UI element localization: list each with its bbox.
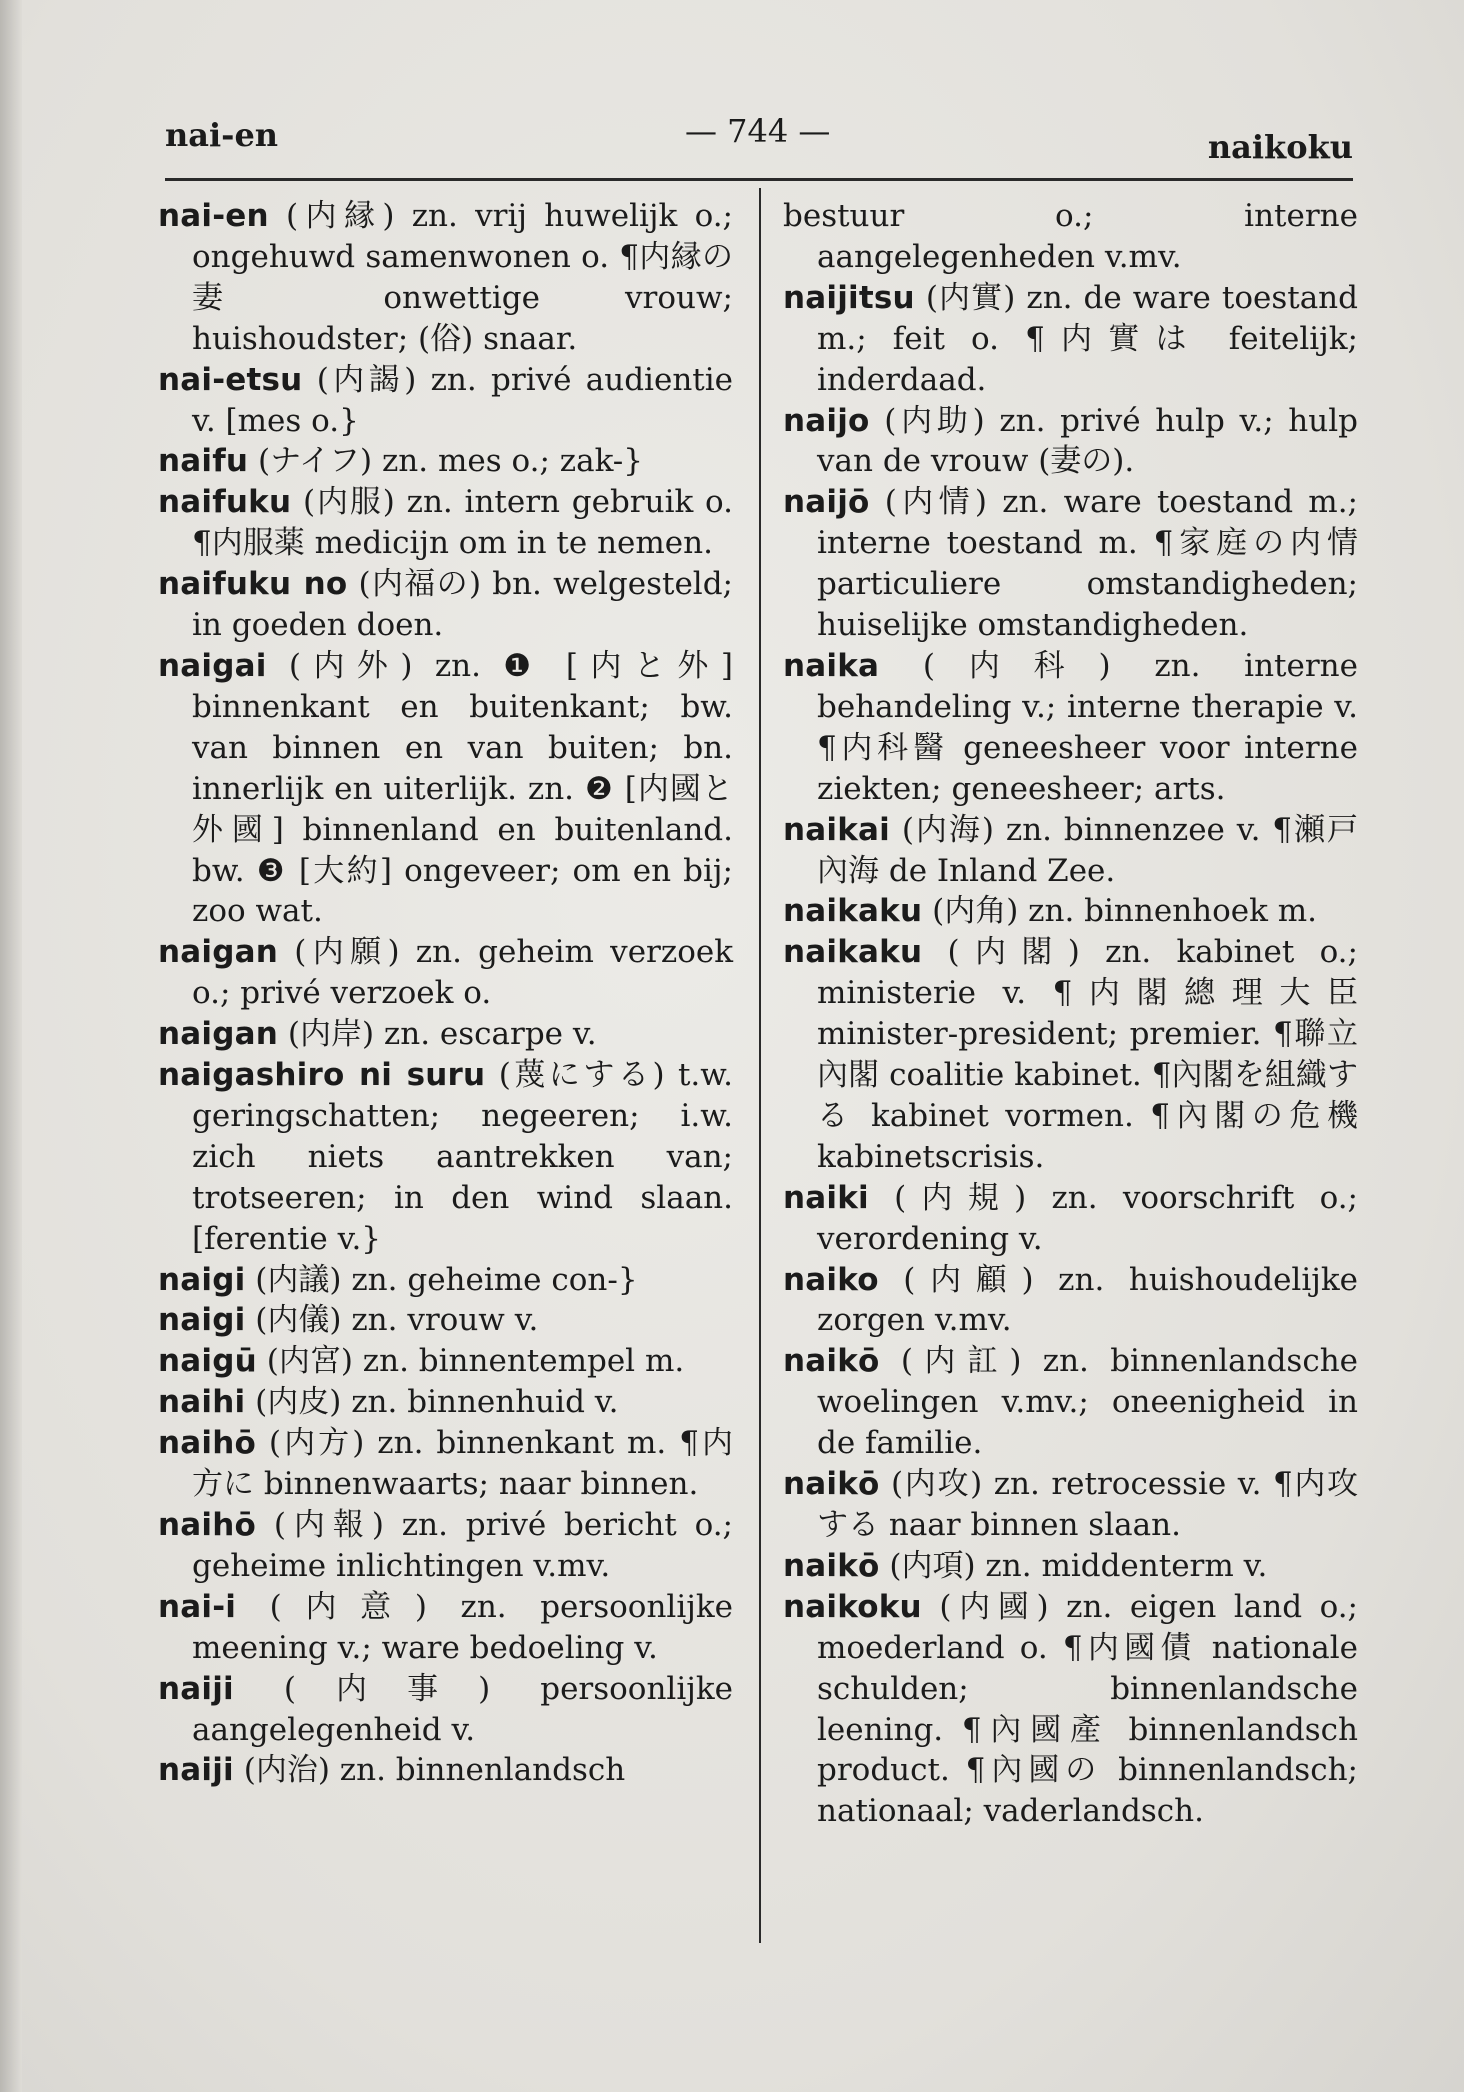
entry bbox=[158, 1423, 733, 1505]
entry bbox=[158, 1587, 733, 1669]
headword: naigai bbox=[158, 647, 267, 684]
definition: bestuur o.; interne aangelegenheden v.mv. bbox=[783, 198, 1358, 275]
headword: naijō bbox=[783, 484, 870, 521]
entry bbox=[783, 1178, 1358, 1260]
headword: naigashiro ni suru bbox=[158, 1057, 486, 1094]
entry bbox=[158, 1341, 733, 1382]
definition: (内福の) bn. welgesteld; in goeden doen. bbox=[192, 566, 733, 644]
definition: (内服) zn. intern gebruik o. ¶内服薬 medicijn om in te nemen. bbox=[192, 484, 733, 562]
entry bbox=[783, 196, 1358, 278]
definition: (内謁) zn. privé audientie v. [mes o.} bbox=[192, 361, 734, 439]
headword: naihi bbox=[158, 1384, 246, 1421]
entry bbox=[158, 932, 733, 1014]
entry bbox=[158, 196, 733, 360]
headword: naikaku bbox=[783, 934, 923, 971]
entry bbox=[158, 1014, 733, 1055]
definition: (内宮) zn. binnentempel m. bbox=[266, 1343, 685, 1380]
page-number: — 744 — bbox=[685, 112, 831, 150]
left-guide-word: nai-en bbox=[165, 116, 279, 154]
definition: (内報) zn. privé bericht o.; geheime inlichtingen v.mv. bbox=[192, 1507, 733, 1584]
definition: (内縁) zn. vrij huwelijk o.; ongehuwd samenwonen o. ¶内縁の妻 onwettige vrouw; huishoudster; (俗) snaar. bbox=[192, 198, 733, 357]
headword: naigan bbox=[158, 1016, 278, 1053]
definition: (内攻) zn. retrocessie v. ¶内攻する naar binnen slaan. bbox=[817, 1466, 1358, 1543]
headword: naikō bbox=[783, 1343, 880, 1380]
headword: naika bbox=[783, 647, 880, 684]
headword: naikai bbox=[783, 811, 890, 848]
running-header bbox=[165, 112, 1353, 166]
definition: (内實) zn. de ware toestand m.; feit o. ¶内實は feitelijk; inderdaad. bbox=[817, 279, 1358, 398]
definition: (内岸) zn. escarpe v. bbox=[287, 1016, 597, 1053]
definition: (蔑にする) t.w. geringschatten; negeeren; i.w. zich niets aantrekken van; trotseeren; in den wind slaan. [ferentie v.} bbox=[192, 1057, 733, 1257]
definition: (内角) zn. binnenhoek m. bbox=[932, 893, 1318, 930]
headword: naigū bbox=[158, 1343, 257, 1380]
definition: (内皮) zn. binnenhuid v. bbox=[255, 1384, 619, 1421]
definition: (内議) zn. geheime con-} bbox=[255, 1261, 638, 1298]
definition: (内規) zn. voorschrift o.; verordening v. bbox=[817, 1179, 1358, 1257]
entry bbox=[158, 1300, 733, 1341]
headword: naikaku bbox=[783, 893, 923, 930]
definition: (内科) zn. interne behandeling v.; interne therapie v. ¶内科醫 geneesheer voor interne ziekten; geneesheer; arts. bbox=[817, 647, 1358, 807]
entry bbox=[783, 1587, 1358, 1832]
entry bbox=[158, 1260, 733, 1301]
definition: (内外) zn. ❶ [内と外] binnenkant en buitenkant; bw. van binnen en van buiten; bn. innerlijk en uiterlijk. zn. ❷ [内國と外國] binnenland en buitenland. bw. ❸ [大約] ongeveer; om en bij; zoo wat. bbox=[192, 647, 733, 930]
headword: naifuku no bbox=[158, 566, 348, 603]
book-spine-shadow bbox=[0, 0, 22, 2092]
entry bbox=[783, 810, 1358, 892]
headword: naijitsu bbox=[783, 279, 915, 316]
entry bbox=[158, 360, 733, 442]
entry bbox=[158, 1055, 733, 1260]
definition: (内治) zn. binnenlandsch bbox=[243, 1752, 626, 1789]
headword: naigi bbox=[158, 1261, 246, 1298]
entry bbox=[783, 1464, 1358, 1546]
headword: naigi bbox=[158, 1302, 246, 1339]
headword: nai-i bbox=[158, 1588, 237, 1625]
headword: naikō bbox=[783, 1466, 880, 1503]
entry bbox=[783, 278, 1358, 401]
headword: nai-etsu bbox=[158, 361, 303, 398]
definition: (内意) zn. persoonlijke meening v.; ware bedoeling v. bbox=[192, 1588, 733, 1666]
definition: (内項) zn. middenterm v. bbox=[889, 1547, 1268, 1584]
entry bbox=[158, 1669, 733, 1751]
headword: naiji bbox=[158, 1670, 234, 1707]
entry bbox=[783, 646, 1358, 810]
headword: naikoku bbox=[783, 1588, 922, 1625]
right-column bbox=[783, 196, 1358, 1832]
headword: naikō bbox=[783, 1547, 880, 1584]
entry bbox=[783, 482, 1358, 646]
header-rule bbox=[165, 178, 1353, 181]
entry bbox=[158, 646, 733, 932]
headword: naifu bbox=[158, 443, 249, 480]
definition: (内顧) zn. huishoudelijke zorgen v.mv. bbox=[817, 1261, 1358, 1339]
entry bbox=[158, 441, 733, 482]
entry bbox=[783, 1546, 1358, 1587]
entry bbox=[783, 1260, 1358, 1342]
entry bbox=[783, 401, 1358, 483]
entry bbox=[158, 482, 733, 564]
headword: nai-en bbox=[158, 198, 269, 234]
right-guide-word: naikoku bbox=[1207, 128, 1353, 166]
definition: (内海) zn. binnenzee v. ¶瀬戸內海 de Inland Zee. bbox=[817, 811, 1358, 889]
definition: (内儀) zn. vrouw v. bbox=[255, 1302, 539, 1339]
headword: naiji bbox=[158, 1752, 234, 1789]
entry bbox=[783, 1341, 1358, 1464]
headword: naigan bbox=[158, 934, 278, 971]
definition: (内國) zn. eigen land o.; moederland o. ¶内國債 nationale schulden; binnenlandsche leening. ¶內國產 binnenlandsch product. ¶內國の binnenlandsch; nationaal; vaderlandsch. bbox=[817, 1588, 1359, 1830]
definition: (ナイフ) zn. mes o.; zak-} bbox=[258, 443, 644, 480]
entry bbox=[158, 564, 733, 646]
definition: (内情) zn. ware toestand m.; interne toestand m. ¶家庭の内情 particuliere omstandigheden; huiselijke omstandigheden. bbox=[817, 484, 1358, 644]
headword: naiko bbox=[783, 1261, 879, 1298]
definition: (内助) zn. privé hulp v.; hulp van de vrouw (妻の). bbox=[817, 402, 1358, 480]
entry bbox=[158, 1750, 733, 1791]
entry bbox=[783, 891, 1358, 932]
definition: (内訌) zn. binnenlandsche woelingen v.mv.; oneenigheid in de familie. bbox=[817, 1343, 1359, 1462]
definition: (内方) zn. binnenkant m. ¶内方に binnenwaarts; naar binnen. bbox=[192, 1425, 733, 1503]
definition: (内閣) zn. kabinet o.; ministerie v. ¶内閣總理大臣 minister-president; premier. ¶聯立內閣 coalitie kabinet. ¶內閣を組織する kabinet vormen. ¶內閣の危機 kabinetscrisis. bbox=[817, 934, 1358, 1175]
headword: naihō bbox=[158, 1425, 256, 1462]
entry bbox=[783, 932, 1358, 1177]
headword: naihō bbox=[158, 1507, 256, 1543]
headword: naiki bbox=[783, 1179, 869, 1216]
headword: naifuku bbox=[158, 484, 292, 521]
definition: (内事) persoonlijke aangelegenheid v. bbox=[192, 1670, 734, 1748]
definition: (内願) zn. geheim verzoek o.; privé verzoek o. bbox=[192, 934, 733, 1012]
left-column bbox=[158, 196, 733, 1791]
entry bbox=[158, 1382, 733, 1423]
headword: naijo bbox=[783, 402, 870, 439]
column-divider bbox=[759, 188, 761, 1943]
entry bbox=[158, 1505, 733, 1587]
